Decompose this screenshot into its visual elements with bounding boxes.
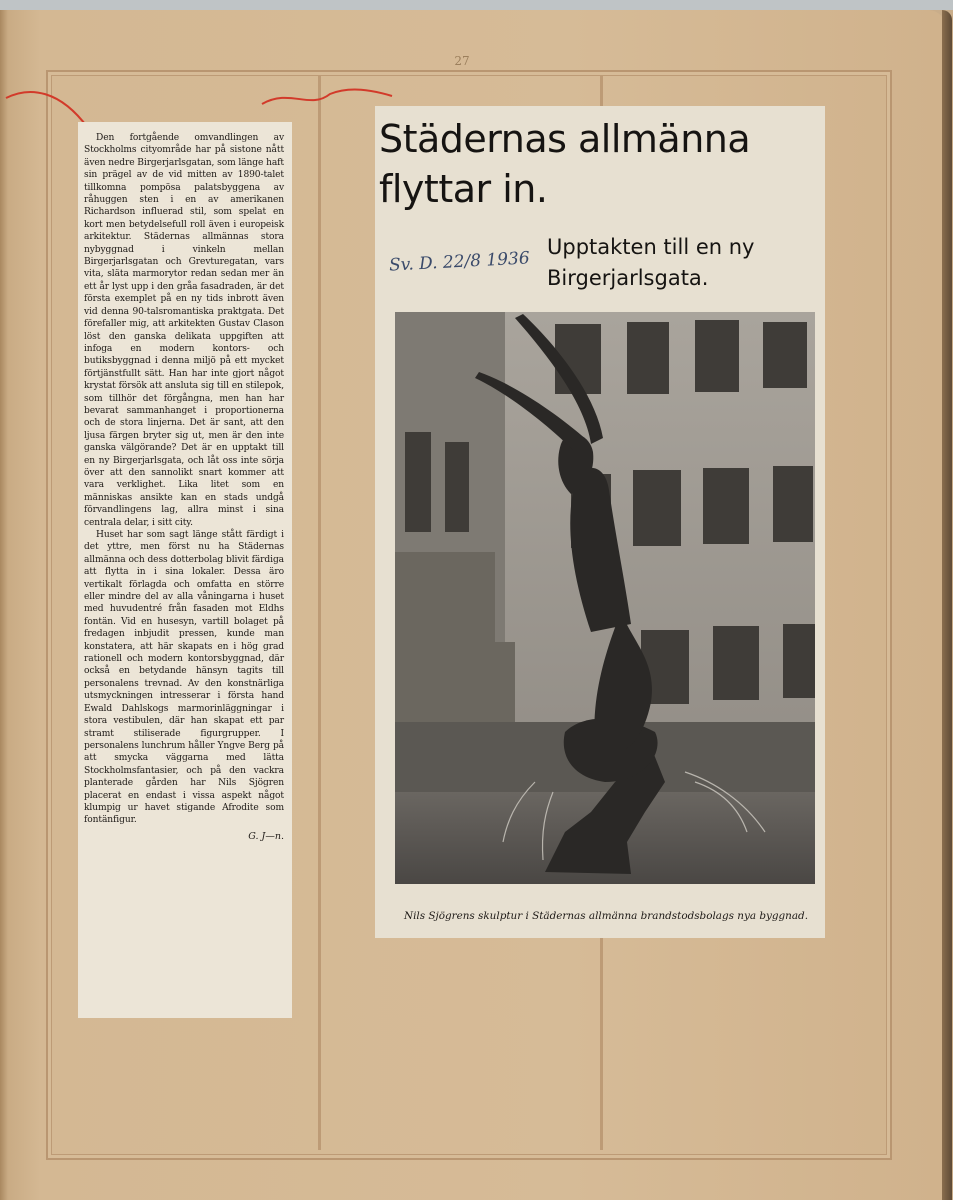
photo-illustration: [395, 312, 815, 884]
article-clipping-left: [78, 122, 292, 1018]
subheadline: [547, 232, 819, 294]
article-body: [84, 132, 284, 827]
headline: [379, 114, 819, 214]
article-paragraph-2: Huset har som sagt länge stått färdigt i det yttre, men först nu ha Städernas allmänna och dess dotterbolag blivit färdiga att flytta in i sina lokaler. Dessa äro vertikalt förlagda och omfatta en större eller mindre del av alla våningarna i huset med huvudentré från fasaden mot Eldhs fontän. Vid en husesyn, vartill bolaget på fredagen inbjudit pressen, kunde man konstatera, att här skapats en i hög grad rationell och modern kontorsbyggnad, där också en betydande hänsyn tagits till personalens trevnad. Av den konstnärliga utsmyckningen intresserar i första hand Ewald Dahlskogs marmorinläggningar i stora vestibulen, där han skapat ett par stramt stiliserade figurgrupper. I personalens lunchrum håller Yngve Berg på att smycka väggarna med lätta Stockholmsfantasier, och på den vackra planterade gården har Nils Sjögren placerat en endast i vissa aspekt något klumpig ur havet stigande Afrodite som fontänfigur.: [84, 530, 284, 826]
scanner-edge: [0, 0, 953, 10]
article-paragraph-1: Den fortgående omvandlingen av Stockholms cityområde har på sistone nått även nedre Birgerjarlsgatan, som länge haft sin prägel av de vid mitten av 1890-talet tillkomna pompösa palatsbyggena av råhuggen sten i en av amerikanen Richardson influerad stil, som spelat en kort men betydelsefull roll även i europeisk arkitektur. Städernas allmännas stora nybyggnad i vinkeln mellan Birgerjarlsgatan och Grevturegatan, vars vita, släta marmorytor redan sedan mer än ett år lyst upp i den gråa fasadraden, är det första exemplet på en ny tids inbrott även vid denna 90-talsromantiska praktgata. Det förefaller mig, att arkitekten Gustav Clason löst den ganska delikata uppgiften att infoga en modern kontors- och butiksbyggnad i denna miljö på ett mycket förtjänstfullt sätt. Han har inte gjort något krystat försök att ansluta sig till en stilepok, som tillhör det förgångna, men han har bevarat sammanhanget i proportionerna och de stora linjerna. Det är sant, att den ljusa färgen bryter sig ut, men är den inte ganska välgörande? Det är en upptakt till en ny Birgerjarlsgata, och låt oss inte sörja över att den sannolikt snart kommer att vara verklighet. Lika litet som en människas ansikte kan en stads undgå förvandlingens lag, allra minst i sina centrala delar, i sitt city.: [84, 133, 284, 528]
subhead-line-1: Upptakten till en ny: [547, 235, 755, 259]
headline-line-2: flyttar in.: [379, 167, 548, 211]
article-clipping-right: [375, 106, 825, 938]
column-rule-1: [318, 76, 321, 1150]
photo-caption: Nils Sjögrens skulptur i Städernas allmänna brandstodsbolags nya byggnad.: [403, 910, 808, 922]
subhead-line-2: Birgerjarlsgata.: [547, 266, 709, 290]
headline-line-1: Städernas allmänna: [379, 117, 751, 161]
fountain-sculpture-photo: [395, 312, 815, 884]
page-number: 27: [454, 54, 470, 68]
article-signature: G. J—n.: [248, 830, 284, 842]
handwritten-date-note: Sv. D. 22/8 1936: [388, 248, 531, 276]
